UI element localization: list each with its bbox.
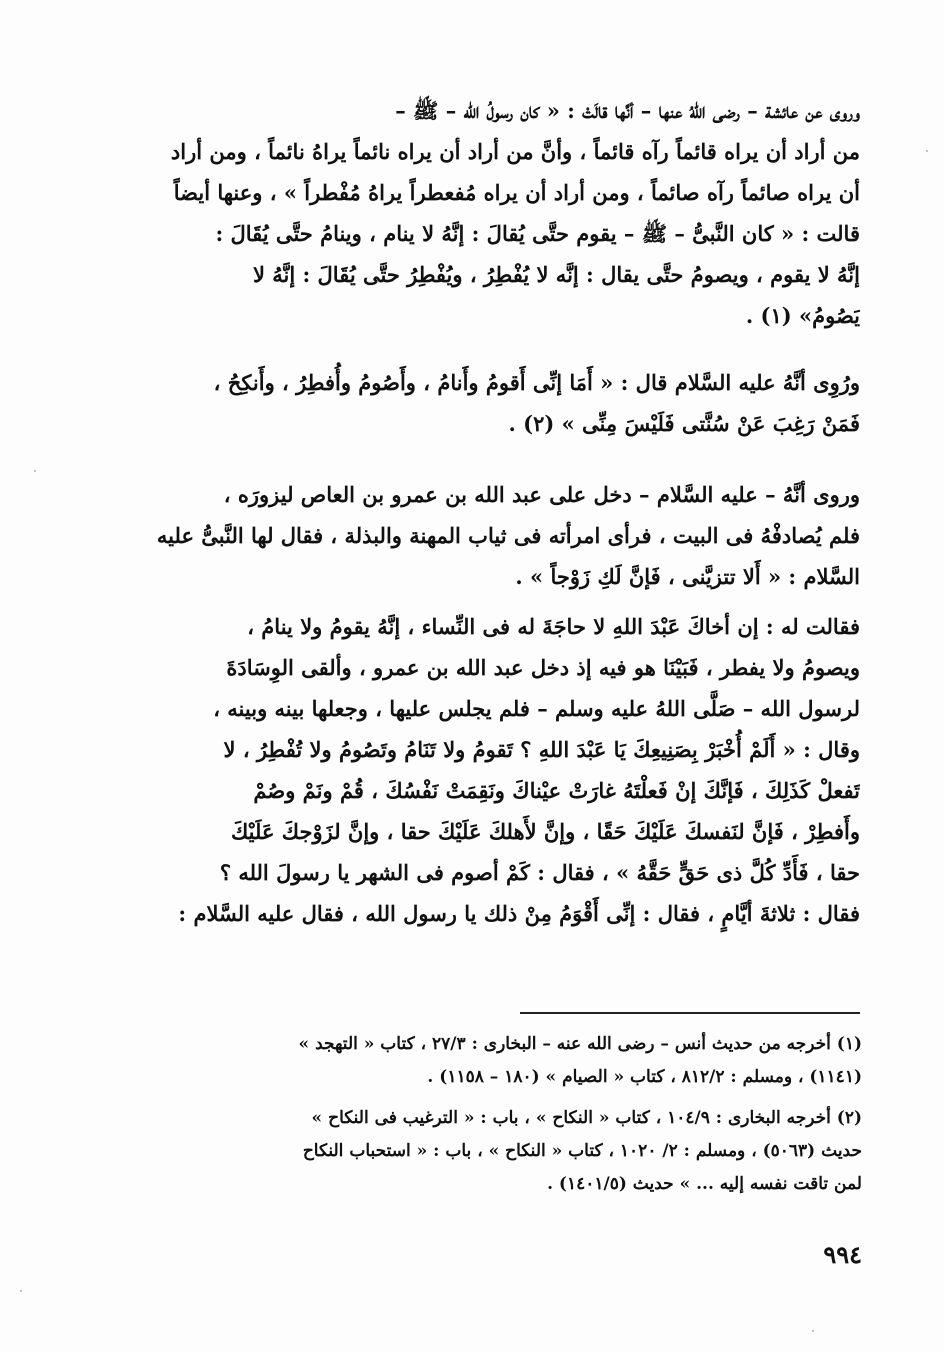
text-line: وروى أنَّهُ – عليه السَّلام – دخل على عبد الله بن عمرو بن العاص ليزورَه ، xyxy=(223,482,860,507)
text-line: فلم يُصادفْهُ فى البيت ، فرأى امرأته فى ثياب المهنة والبذلة ، فقال لها النَّبىُّ عليه xyxy=(156,523,860,548)
paragraph-sunnah-hadith xyxy=(96,362,860,444)
text-line: إنَّهُ لا يقوم ، ويصومُ حتَّى يقال : إنَّه لا يُفْطِرُ ، ويُفْطِرُ حتَّى يُقَالَ : إنَّهُ لا xyxy=(252,262,860,287)
footnote-line: (١١٤١) ، ومسلم : ٨١٢/٢ ، كتاب « الصيام » (١٨٠ – ١١٥٨) . xyxy=(427,1067,862,1087)
text-line: قالت : « كان النَّبىُّ – ﷺ – يقوم حتَّى يُقالَ : إنَّهُ لا ينام ، وينامُ حتَّى يُقَالَ : xyxy=(215,221,860,246)
footnote-line: حديث (٥٠٦٣) ، ومسلم : ٢/ ١٠٢٠ ، كتاب « النكاح » ، باب : « استحباب النكاح xyxy=(302,1141,862,1161)
text-line: فَمَنْ رَغِبَ عَنْ سُنَّتى فَلَيْسَ مِنِّى » (٢) . xyxy=(508,411,860,436)
text-line: حقا ، فَأَدِّ كُلَّ ذى حَقٍّ حَقَّهُ » ، فقال : كَمْ أصوم فى الشهر يا رسولَ الله ؟ xyxy=(219,860,860,885)
paragraph-aisha-narration xyxy=(96,90,860,336)
text-line: السَّلام : « أَلا تتزيَّنى ، فَإنَّ لَكِ زَوْجاً » . xyxy=(515,564,860,589)
text-line: فقال : ثلاثةَ أيَّامٍ ، فقال : إنِّى أَقْوَمُ مِنْ ذلك يا رسول الله ، فقال عليه السَّلام : xyxy=(178,901,860,926)
scan-speck xyxy=(926,150,928,152)
footnote-gap xyxy=(100,1094,862,1102)
text-line: وروى عن عائشة – رضى اللهُ عنها – أنَّها قالَتْ : « كان رسولُ الله – ﷺ – xyxy=(395,98,860,123)
text-line: أن يراه صائماً رآه صائماً ، ومن أراد أن يراه مُفعطراً يراهُ مُفْطراً » ، وعنها أيضاً xyxy=(173,180,860,205)
footnote-1 xyxy=(100,1028,862,1094)
footnote-line: لمن تاقت نفسه إليه ... » حديث (١٤٠١/٥) . xyxy=(547,1174,862,1194)
footnotes xyxy=(100,1028,862,1201)
scan-speck xyxy=(20,1290,22,1292)
footnote-line: (١) أخرجه من حديث أنس – رضى الله عنه – البخارى : ٢٧/٣ ، كتاب « التهجد » xyxy=(298,1034,862,1054)
scan-speck xyxy=(812,1330,814,1332)
paragraph-wife-reply xyxy=(96,606,860,934)
footnote-2 xyxy=(100,1102,862,1201)
footnote-line: (٢) أخرجه البخارى : ١٠٤/٩ ، كتاب « النكاح » ، باب : « الترغيب فى النكاح » xyxy=(311,1108,862,1128)
text-line: لرسول الله – صَلَّى اللهُ عليه وسلم – فلم يجلس عليها ، وجعلها بينه وبينه ، xyxy=(213,696,860,721)
text-line: تَفعلْ كَذَلِكَ ، فَإنَّكَ إنْ فَعلْتَهُ غارَتْ عيْناكَ ونَقِمَتْ نَفْسُكَ ، قُمْ ونَمْ وصُمْ xyxy=(253,778,860,803)
text-line: يَصُومُ» (١) . xyxy=(745,303,860,328)
text-line: فقالت له : إن أخاكَ عَبْدَ اللهِ لا حاجَةَ له فى النِّساء ، إنَّهُ يقومُ ولا ينامُ ، xyxy=(247,614,860,639)
text-line: وقال : « أَلَمْ أُخْبَرْ بِصَنِيعِكَ يَا عَبْدَ اللهِ ؟ تَقومُ ولا تَنَامُ وتَصُومُ ولا تُفْطِرُ ، لا xyxy=(223,737,860,762)
text-line: وأَفطِرْ ، فَإنَّ لنَفسكَ عَلَيْكَ حَقًا ، وإنَّ لأَهلكَ عَلَيْكَ حقا ، وإنَّ لزَوْجكَ عَلَيْكَ xyxy=(230,819,860,844)
scan-speck xyxy=(34,470,36,472)
text-line: من أراد أن يراه قائماً رآه قائماً ، وأنَّ من أراد أن يراه نائماً يراهُ نائماً ، ومن أراد xyxy=(170,139,860,164)
paragraph-abdullah-visit xyxy=(96,474,860,597)
footnote-separator xyxy=(520,1012,860,1014)
text-line: ورُوِى أنَّهُ عليه السَّلام قال : « أَمَا إنِّى أَقومُ وأَنامُ ، وأَصُومُ وأُفطِرُ ، وأَنكِحُ ، xyxy=(213,370,860,395)
page-number: ٩٩٤ xyxy=(823,1240,862,1269)
text-line: ويصومُ ولا يفطر ، فَبَيْنَا هو فيه إذ دخل عبد الله بن عمرو ، وألقى الوِسَادَةَ xyxy=(226,655,860,680)
